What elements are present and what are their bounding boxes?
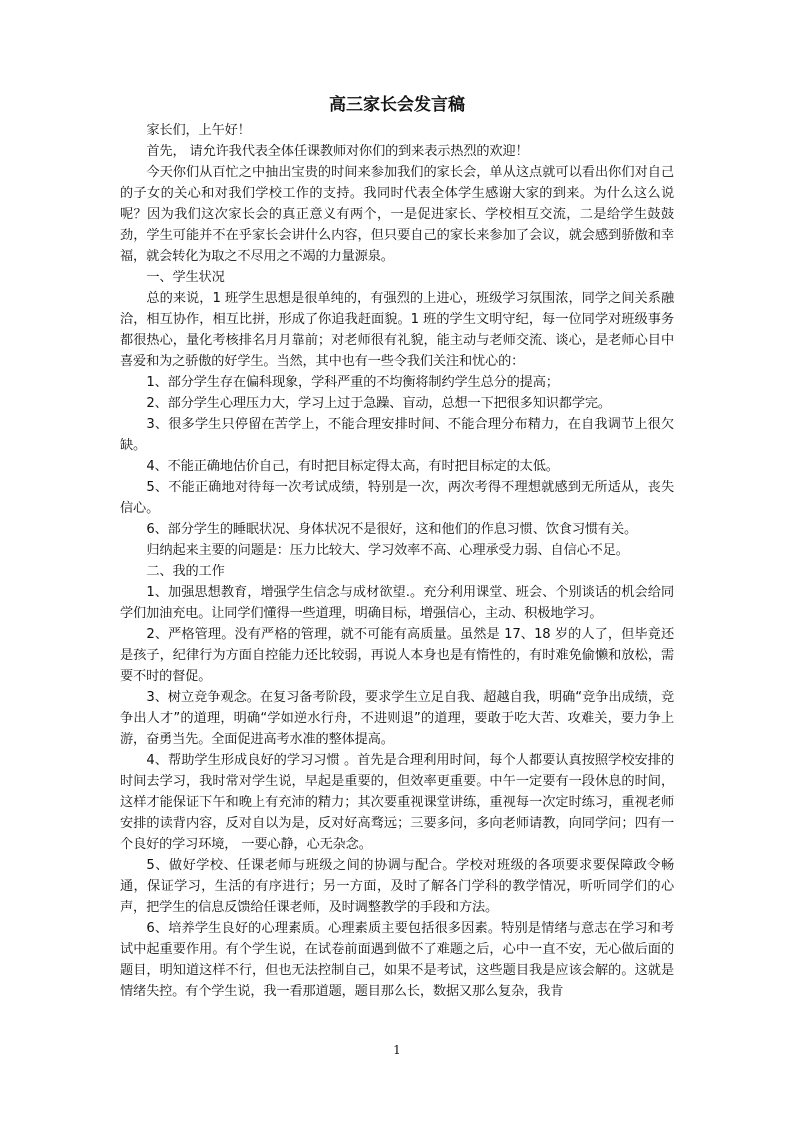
paragraph: 1、加强思想教育，增强学生信念与成材欲望.。充分利用课堂、班会、个别谈话的机会给同学们加油充电。让同学们懂得一些道理，明确目标，增强信心，主动、积极地学习。 (120, 585, 674, 621)
paragraph: 2、部分学生心理压力大，学习上过于急躁、盲动，总想一下把很多知识都学完。 (146, 396, 611, 411)
document-page (120, 92, 674, 1002)
paragraph: 3、很多学生只停留在苦学上，不能合理安排时间、不能合理分布精力，在自我调节上很欠缺。 (120, 417, 674, 453)
paragraph: 5、做好学校、任课老师与班级之间的协调与配合。学校对班级的各项要求要保障政令畅通，保证学习，生活的有序进行；另一方面，及时了解各门学科的教学情况，听听同学们的心声，把学生的信息反馈给任课老师，及时调整教学的手段和方法。 (120, 858, 674, 915)
paragraph: 总的来说，1 班学生思想是很单纯的，有强烈的上进心，班级学习氛围浓，同学之间关系融洽，相互协作，相互比拼，形成了你追我赶面貌。1 班的学生文明守纪，每一位同学对班级事务都很热心，量化考核排名月月靠前；对老师很有礼貌，能主动与老师交流、谈心，是老师心目中喜爱和为之骄傲的好学生。当然，其中也有一些令我们关注和忧心的： (120, 291, 674, 369)
paragraph: 3、树立竞争观念。在复习备考阶段，要求学生立足自我、超越自我，明确“竞争出成绩，竞争出人才”的道理，明确“学如逆水行舟，不进则退”的道理，要敢于吃大苦、攻难关，要力争上游，奋勇当先。全面促进高考水准的整体提高。 (120, 690, 674, 747)
paragraph: 6、部分学生的睡眠状况、身体状况不是很好，这和他们的作息习惯、饮食习惯有关。 (146, 522, 638, 537)
paragraph: 家长们，上午好！ (146, 123, 251, 138)
paragraph: 今天你们从百忙之中抽出宝贵的时间来参加我们的家长会，单从这点就可以看出你们对自己的子女的关心和对我们学校工作的支持。我同时代表全体学生感谢大家的到来。为什么这么说呢？因为我们这次家长会的真正意义有两个，一是促进家长、学校相互交流，二是给学生鼓鼓劲，学生可能并不在乎家长会讲什么内容，但只要自己的家长来参加了会议，就会感到骄傲和幸福，就会转化为取之不尽用之不竭的力量源泉。 (120, 165, 674, 264)
paragraph: 一、学生状况 (146, 270, 225, 285)
paragraph: 归纳起来主要的问题是：压力比较大、学习效率不高、心理承受力弱、自信心不足。 (146, 543, 629, 558)
page-number: 1 (393, 1043, 401, 1057)
paragraph: 4、不能正确地估价自己，有时把目标定得太高，有时把目标定的太低。 (146, 459, 559, 474)
paragraph: 首先， 请允许我代表全体任课教师对你们的到来表示热烈的欢迎！ (146, 144, 529, 159)
paragraph: 1、部分学生存在偏科现象，学科严重的不均衡将制约学生总分的提高； (146, 375, 559, 390)
paragraph: 6、培养学生良好的心理素质。心理素质主要包括很多因素。特别是情绪与意志在学习和考试中起重要作用。有个学生说，在试卷前面遇到做不了难题之后，心中一直不安，无心做后面的题目，明知道这样不行，但也无法控制自己，如果不是考试，这些题目我是应该会解的。这就是情绪失控。有个学生说，我一看那道题，题目那么长，数据又那么复杂，我肯 (120, 921, 674, 999)
paragraph: 4、帮助学生形成良好的学习习惯 。首先是合理利用时间，每个人都要认真按照学校安排的时间去学习，我时常对学生说，早起是重要的，但效率更重要。中午一定要有一段休息的时间，这样才能保证下午和晚上有充沛的精力；其次要重视课堂讲练，重视每一次定时练习，重视老师安排的读背内容，反对自以为是，反对好高骛远；三要多问，多向老师请教，向同学问；四有一个良好的学习环境， 一要心静，心无杂念。 (120, 753, 674, 852)
paragraph: 5、不能正确地对待每一次考试成绩，特别是一次，两次考得不理想就感到无所适从，丧失信心。 (120, 480, 674, 516)
document-title: 高三家长会发言稿 (329, 95, 465, 115)
paragraph: 2、严格管理。没有严格的管理，就不可能有高质量。虽然是 17、18 岁的人了，但毕竟还是孩子，纪律行为方面自控能力还比较弱，再说人本身也是有惰性的，有时难免偷懒和放松，需要不时的督促。 (120, 627, 674, 684)
paragraph: 二、我的工作 (146, 564, 225, 579)
document-body (120, 120, 674, 1002)
